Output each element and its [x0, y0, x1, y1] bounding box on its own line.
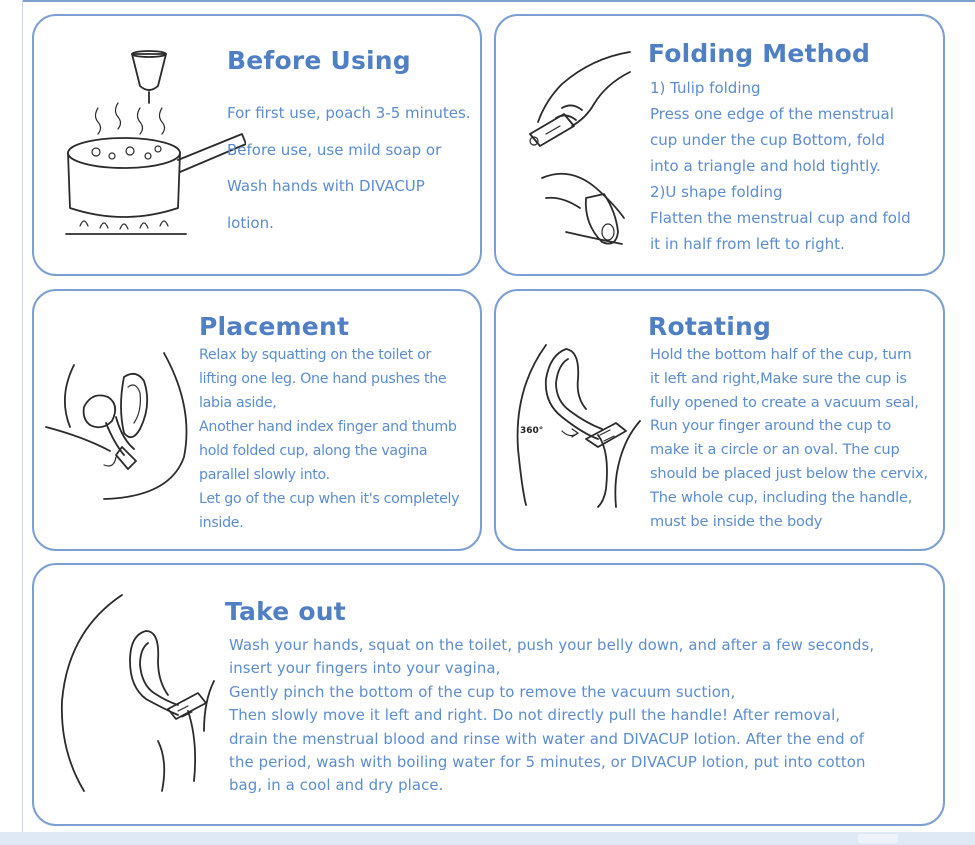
- boiling-pot-with-cup-icon: [50, 48, 246, 238]
- card-line: Wash your hands, squat on the toilet, push your belly down, and after a few seconds,: [229, 636, 875, 654]
- card-line: hold folded cup, along the vagina: [199, 443, 428, 459]
- card-line: make it a circle or an oval. The cup: [650, 441, 900, 459]
- card-line: bag, in a cool and dry place.: [229, 776, 444, 795]
- card-line: Flatten the menstrual cup and fold: [650, 209, 911, 227]
- card-line: Run your finger around the cup to: [650, 417, 892, 435]
- card-title: Rotating: [648, 312, 772, 341]
- card-before-using: [32, 14, 482, 276]
- card-line: into a triangle and hold tightly.: [650, 157, 881, 175]
- card-line: must be inside the body: [650, 512, 823, 530]
- card-line: fully opened to create a vacuum seal,: [650, 393, 919, 411]
- anatomy-takeout-icon: [48, 591, 218, 797]
- card-folding-method: [494, 14, 945, 276]
- card-rotating: [494, 289, 945, 551]
- card-line: Wash hands with DIVACUP: [227, 177, 425, 195]
- hands-folding-cup-icon: [522, 48, 634, 248]
- card-line: 1) Tulip folding: [650, 79, 761, 97]
- card-body: [650, 343, 928, 533]
- card-body: [199, 343, 459, 535]
- card-line: drain the menstrual blood and rinse with water and DIVACUP lotion. After the end of: [229, 729, 865, 748]
- card-line: Relax by squatting on the toilet or: [199, 347, 431, 363]
- card-line: lifting one leg. One hand pushes the: [199, 371, 447, 387]
- card-title: Before Using: [227, 46, 411, 75]
- left-rule: [22, 0, 23, 845]
- card-line: 2)U shape folding: [650, 183, 783, 201]
- card-line: Hold the bottom half of the cup, turn: [650, 346, 912, 363]
- card-line: Another hand index finger and thumb: [199, 419, 457, 435]
- anatomy-rotating-icon: [506, 339, 646, 509]
- card-line: Press one edge of the menstrual: [650, 105, 894, 123]
- card-line: insert your fingers into your vagina,: [229, 659, 501, 678]
- card-line: For first use, poach 3-5 minutes.: [227, 104, 471, 122]
- card-line: Let go of the cup when it's completely: [199, 491, 460, 507]
- card-line: inside.: [199, 515, 244, 531]
- card-line: Gently pinch the bottom of the cup to remove the vacuum suction,: [229, 682, 736, 701]
- card-line: The whole cup, including the handle,: [650, 488, 913, 506]
- card-line: the period, wash with boiling water for 5 minutes, or DIVACUP lotion, put into cotton: [229, 753, 866, 772]
- scroll-nub: [858, 834, 898, 843]
- card-line: lotion.: [227, 213, 274, 232]
- card-take-out: [32, 563, 945, 826]
- card-title: Placement: [199, 312, 350, 341]
- top-rule: [22, 0, 975, 2]
- card-body: [650, 75, 911, 257]
- card-line: it in half from left to right.: [650, 235, 845, 253]
- card-line: parallel slowly into.: [199, 467, 330, 483]
- anatomy-placement-icon: [44, 347, 196, 507]
- card-title: Take out: [225, 597, 346, 626]
- card-body: [229, 634, 874, 798]
- rotation-label: 360°: [520, 426, 544, 436]
- card-line: Then slowly move it left and right. Do not directly pull the handle! After removal,: [229, 706, 841, 725]
- card-placement: [32, 289, 482, 551]
- bottom-band: [0, 832, 975, 845]
- card-title: Folding Method: [648, 39, 871, 68]
- card-body: [227, 95, 471, 241]
- card-line: cup under the cup Bottom, fold: [650, 131, 885, 149]
- card-line: it left and right,Make sure the cup is: [650, 369, 907, 387]
- card-line: should be placed just below the cervix,: [650, 464, 928, 482]
- card-line: labia aside,: [199, 395, 277, 411]
- card-line: Before use, use mild soap or: [227, 140, 442, 159]
